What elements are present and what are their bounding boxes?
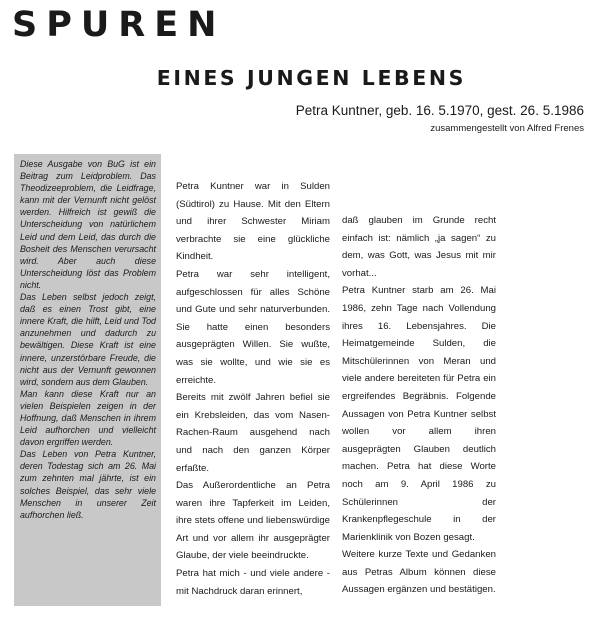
article-paragraph: Petra war sehr intelligent, aufgeschlossen für alles Schöne und Gute und sehr naturverbunden. Sie hatte einen besonders ausgeprägten Willen. Sie wußte, was sie wollte, und wie sie es erreichte. <box>176 268 330 386</box>
page-subtitle: EINES JUNGEN LEBENS <box>156 66 466 90</box>
sidebar-paragraph: Diese Ausgabe von BuG ist ein Beitrag zum Leidproblem. Das Theodizeeproblem, die Leidfrage, kann mit der Vernunft nicht gelöst werden. Hilfreich ist gewiß die Unterscheidung von natürlichem Leid und dem Leid, das durch die Bosheit des Menschen verursacht wird. Aber auch diese Unterscheidung löst das Problem nicht. <box>20 159 156 290</box>
article-paragraph: daß glauben im Grunde recht einfach ist: nämlich „ja sagen“ zu dem, was Gott, was Jesus mit mir vorhat... <box>342 215 496 279</box>
compiled-by-credit: zusammengestellt von Alfred Frenes <box>430 123 584 134</box>
article-paragraph: Petra hat mich - und viele andere - mit Nachdruck daran erinnert, <box>176 568 330 597</box>
article-paragraph: Bereits mit zwölf Jahren befiel sie ein Krebsleiden, das vom Nasen-Rachen-Raum ausgehend nach und nach den ganzen Körper erfaßte. <box>176 392 330 474</box>
page-title: SPUREN <box>12 5 226 45</box>
article-column-1 <box>176 178 330 618</box>
article-paragraph: Petra Kuntner starb am 26. Mai 1986, zehn Tage nach Vollendung ihres 16. Lebensjahres. Die Heimatgemeinde Sulden, die Mitschülerinnen von Meran und viele andere bereiteten für Petra ein ergreifendes Begräbnis. Folgende Aussagen von Petra Kuntner selbst wollen vor allem ihren ausgeprägten Glauben deutlich machen. Petra hat diese Worte noch am 9. April 1986 zu Schülerinnen der Krankenpflegeschule in der Marienklinik von Bozen gesagt. <box>342 285 496 543</box>
article-paragraph: Petra Kuntner war in Sulden (Südtirol) zu Hause. Mit den Eltern und ihrer Schwester Miriam verbrachte sie eine glückliche Kindheit. <box>176 181 330 263</box>
article-paragraph: Weitere kurze Texte und Gedanken aus Petras Album können diese Aussagen ergänzen und bestätigen. <box>342 549 496 596</box>
article-paragraph: Das Außerordentliche an Petra waren ihre Tapferkeit im Leiden, ihre stets offene und liebenswürdige Art und vor allem ihr ausgeprägter Glaube, der viele beeindruckte. <box>176 480 330 562</box>
sidebar-paragraph: Man kann diese Kraft nur an vielen Beispielen zeigen in der Hoffnung, daß Menschen in ihrem Leid aufhorchen und vielleicht davon ergriffen werden. <box>20 388 156 448</box>
intro-sidebar <box>14 154 161 606</box>
byline: Petra Kuntner, geb. 16. 5.1970, gest. 26. 5.1986 <box>295 103 584 118</box>
article-column-2 <box>342 212 496 618</box>
sidebar-paragraph: Das Leben von Petra Kuntner, deren Todestag sich am 26. Mai zum zehnten mal jährte, ist ein solches Beispiel, das sehr viele Menschen in unserer Zeit aufhorchen ließ. <box>20 449 156 520</box>
sidebar-paragraph: Das Leben selbst jedoch zeigt, daß es einen Trost gibt, eine innere Kraft, die hilft, Leid und Tod anzunehmen und dadurch zu bewältigen. Diese Kraft ist eine innere, unzerstörbare Freude, die nicht aus der Vernunft gewonnen wird, sondern aus dem Glauben. <box>20 292 156 387</box>
